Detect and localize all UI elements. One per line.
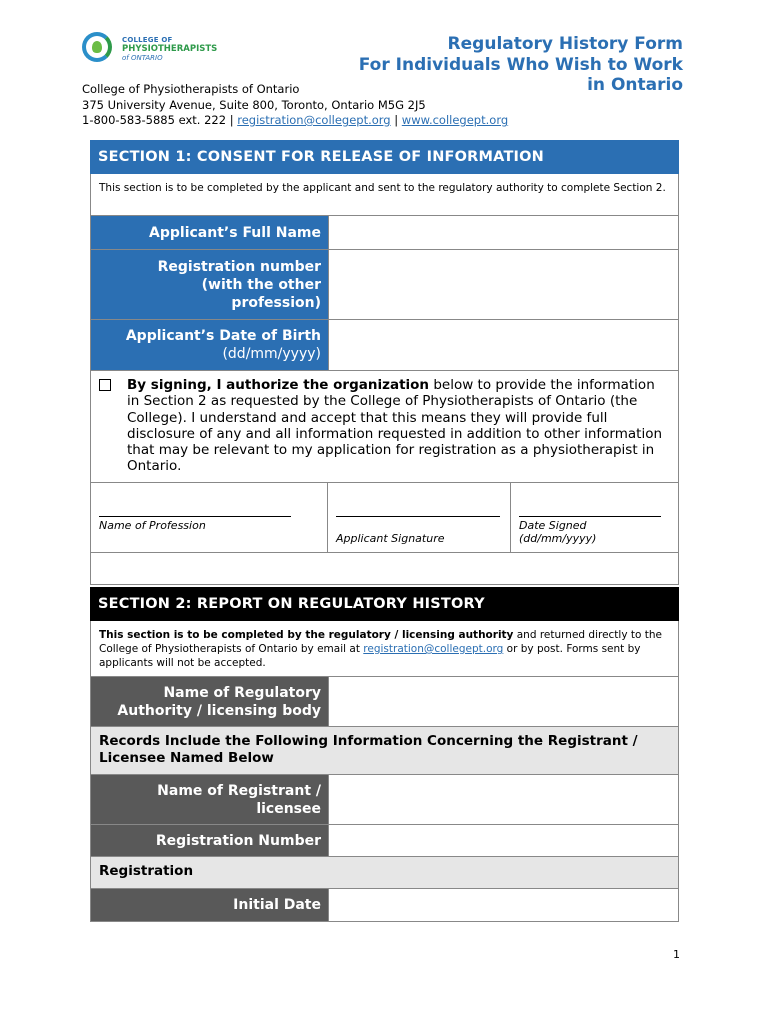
authority-row — [90, 677, 679, 727]
consent-body-text: below to provide the information in Section 2 as requested by the College of Physiotherapists of Ontario (the College). I understand and accept that this means they will provide full disclosure of any and all information requested in addition to other information that may be relevant to my application for registration as a physiotherapist in Ontario. — [127, 377, 663, 475]
title-line-2: For Individuals Who Wish to Work — [358, 54, 683, 75]
authority-label-line-1: Name of Regulatory — [163, 685, 321, 701]
section-1-heading: SECTION 1: CONSENT FOR RELEASE OF INFORMATION — [90, 140, 679, 174]
registration-number-field[interactable] — [328, 825, 678, 856]
initial-date-field[interactable] — [328, 889, 678, 921]
section-2-desc-end: or by post. Forms sent by applicants will not be accepted. — [99, 643, 641, 669]
registration-number-row — [90, 825, 679, 857]
applicant-signature-caption: Applicant Signature — [336, 532, 445, 545]
section-2-heading: SECTION 2: REPORT ON REGULATORY HISTORY — [90, 587, 679, 621]
registrant-field[interactable] — [328, 775, 678, 824]
date-signed-caption — [519, 519, 596, 545]
section-2-email-link[interactable]: registration@collegept.org — [363, 643, 504, 655]
section-2-desc-text: and returned directly to the College of Physiotherapists of Ontario by email at — [99, 629, 663, 655]
registration-number-label: Registration Number — [91, 825, 328, 856]
full-name-row — [90, 216, 679, 250]
full-name-label: Applicant’s Full Name — [91, 216, 328, 249]
section-1-description: This section is to be completed by the applicant and sent to the regulatory authority to complete Section 2. — [90, 174, 679, 216]
date-signed-cell[interactable] — [511, 483, 678, 552]
org-website-link[interactable]: www.collegept.org — [401, 113, 509, 127]
registrant-label-line-2: licensee — [256, 801, 321, 817]
reg-number-label-line-2: (with the other — [201, 277, 321, 293]
reg-number-row — [90, 250, 679, 320]
section-2-description — [90, 621, 679, 677]
reg-number-label — [91, 250, 328, 319]
registrant-row — [90, 775, 679, 825]
dob-label — [91, 320, 328, 370]
title-line-1: Regulatory History Form — [447, 34, 683, 54]
authority-label — [91, 677, 328, 726]
org-email-link[interactable]: registration@collegept.org — [237, 113, 391, 127]
org-name: College of Physiotherapists of Ontario — [82, 82, 300, 96]
records-heading: Records Include the Following Information Concerning the Registrant / Licensee Named Below — [90, 727, 679, 775]
profession-caption: Name of Profession — [99, 519, 206, 532]
dob-label-text: Applicant’s Date of Birth — [125, 328, 321, 344]
section-1 — [90, 140, 679, 585]
logo-emblem-icon — [82, 32, 112, 62]
reg-number-label-line-3: profession) — [231, 295, 321, 311]
authority-field[interactable] — [328, 677, 678, 726]
consent-bold-text: By signing, I authorize the organization — [127, 377, 430, 393]
contact-separator: | — [394, 113, 399, 127]
consent-checkbox[interactable] — [99, 379, 111, 391]
dob-field[interactable] — [328, 320, 678, 370]
registrant-label — [91, 775, 328, 824]
reg-number-field[interactable] — [328, 250, 678, 319]
org-address — [82, 82, 508, 129]
consent-statement — [90, 371, 679, 483]
reg-number-label-line-1: Registration number — [157, 259, 321, 275]
initial-date-row — [90, 889, 679, 922]
registrant-label-line-1: Name of Registrant / — [157, 783, 321, 799]
signature-row — [90, 483, 679, 553]
dob-format-hint: (dd/mm/yyyy) — [222, 346, 321, 362]
org-street: 375 University Avenue, Suite 800, Toronto, Ontario M5G 2J5 — [82, 97, 426, 112]
initial-date-label: Initial Date — [91, 889, 328, 921]
registration-heading: Registration — [90, 857, 679, 889]
date-signed-caption-line-1: Date Signed — [519, 519, 587, 532]
full-name-field[interactable] — [328, 216, 678, 249]
org-contact — [82, 113, 508, 129]
spacer-row — [90, 553, 679, 585]
logo-line-2: PHYSIOTHERAPISTS — [122, 44, 218, 54]
section-2 — [90, 587, 679, 922]
section-2-desc-bold: This section is to be completed by the regulatory / licensing authority — [99, 629, 514, 641]
profession-signature-cell[interactable] — [91, 483, 328, 552]
date-signed-caption-line-2: (dd/mm/yyyy) — [519, 532, 597, 545]
college-logo — [82, 32, 222, 68]
authority-label-line-2: Authority / licensing body — [117, 703, 321, 719]
applicant-signature-cell[interactable] — [328, 483, 511, 552]
logo-line-3: of ONTARIO — [122, 54, 163, 62]
logo-line-1: COLLEGE OF — [122, 36, 173, 44]
title-line-3: in Ontario — [587, 75, 683, 95]
org-phone: 1-800-583-5885 ext. 222 | — [82, 113, 234, 127]
dob-row — [90, 320, 679, 371]
page-number: 1 — [673, 948, 680, 961]
